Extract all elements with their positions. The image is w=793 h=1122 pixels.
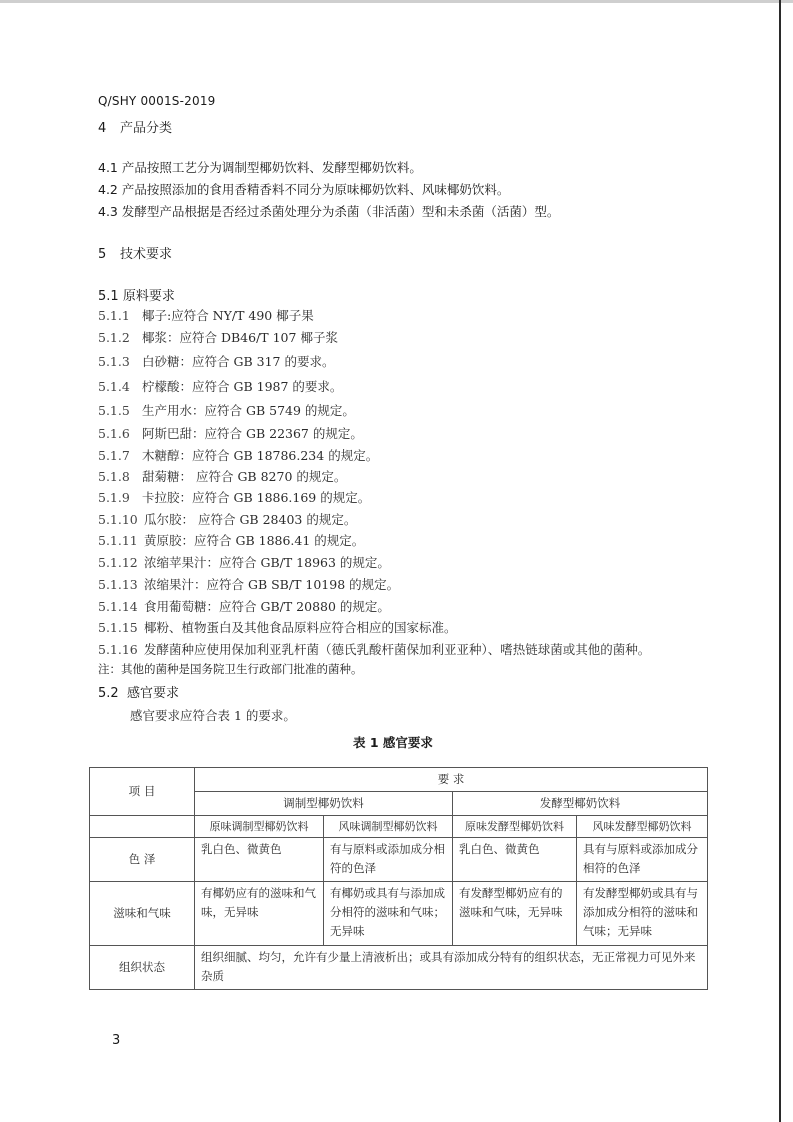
requirement-header-cell: 要 求 xyxy=(195,768,708,792)
starter-culture-note: 注：其他的菌种是国务院卫生行政部门批准的菌种。 xyxy=(98,662,363,676)
material-item: 5.1.16 发酵菌种应使用保加利亚乳杆菌（德氏乳酸杆菌保加利亚亚种）、嗜热链球菌或其他的菌种。 xyxy=(98,642,651,657)
section-4-heading: 4 产品分类 xyxy=(98,121,173,136)
prepared-group-header: 调制型椰奶饮料 xyxy=(195,792,453,816)
subheader-cell: 原味调制型椰奶饮料 xyxy=(195,816,324,838)
merged-table-cell: 组织细腻、均匀，允许有少量上清液析出；或具有添加成分特有的组织状态，无正常视力可见外来杂质 xyxy=(195,946,708,990)
section-5-2-heading: 5.2 感官要求 xyxy=(98,686,179,701)
table-1-caption: 表 1 感官要求 xyxy=(353,735,433,750)
material-item: 5.1.6 阿斯巴甜：应符合 GB 22367 的规定。 xyxy=(98,426,363,441)
scan-top-edge xyxy=(0,0,793,3)
table-cell: 有发酵型椰奶应有的滋味和气味，无异味 xyxy=(453,882,577,946)
material-item: 5.1.12 浓缩苹果汁：应符合 GB/T 18963 的规定。 xyxy=(98,555,390,570)
material-item: 5.1.11 黄原胶：应符合 GB 1886.41 的规定。 xyxy=(98,533,365,548)
table-cell: 乳白色、微黄色 xyxy=(453,838,577,882)
table-cell: 有椰奶应有的滋味和气味，无异味 xyxy=(195,882,324,946)
material-item: 5.1.5 生产用水：应符合 GB 5749 的规定。 xyxy=(98,403,355,418)
section-4-3: 4.3 发酵型产品根据是否经过杀菌处理分为杀菌（非活菌）型和未杀菌（活菌）型。 xyxy=(98,204,560,219)
section-4-2: 4.2 产品按照添加的食用香精香料不同分为原味椰奶饮料、风味椰奶饮料。 xyxy=(98,182,510,197)
material-item: 5.1.15 椰粉、植物蛋白及其他食品原料应符合相应的国家标准。 xyxy=(98,620,457,635)
fermented-group-header: 发酵型椰奶饮料 xyxy=(453,792,708,816)
material-item: 5.1.1 椰子:应符合 NY/T 490 椰子果 xyxy=(98,308,314,323)
material-item: 5.1.2 椰浆：应符合 DB46/T 107 椰子浆 xyxy=(98,330,338,345)
material-item: 5.1.14 食用葡萄糖：应符合 GB/T 20880 的规定。 xyxy=(98,599,390,614)
table-cell: 乳白色、微黄色 xyxy=(195,838,324,882)
material-item: 5.1.10 瓜尔胶： 应符合 GB 28403 的规定。 xyxy=(98,512,357,527)
material-item: 5.1.3 白砂糖：应符合 GB 317 的要求。 xyxy=(98,354,335,369)
material-item: 5.1.9 卡拉胶：应符合 GB 1886.169 的规定。 xyxy=(98,490,371,505)
table-cell: 有椰奶或具有与添加成分相符的滋味和气味；无异味 xyxy=(324,882,453,946)
material-item: 5.1.8 甜菊糖： 应符合 GB 8270 的规定。 xyxy=(98,469,347,484)
row-label-cell: 色 泽 xyxy=(90,838,195,882)
sensory-requirements-table xyxy=(89,767,708,990)
table-cell: 有发酵型椰奶或具有与添加成分相符的滋味和气味；无异味 xyxy=(577,882,708,946)
subheader-cell: 原味发酵型椰奶饮料 xyxy=(453,816,577,838)
item-header-cell: 项 目 xyxy=(90,768,195,816)
page-number: 3 xyxy=(112,1033,121,1048)
material-item: 5.1.4 柠檬酸：应符合 GB 1987 的要求。 xyxy=(98,379,343,394)
row-label-cell: 组织状态 xyxy=(90,946,195,990)
material-item: 5.1.13 浓缩果汁：应符合 GB SB/T 10198 的规定。 xyxy=(98,577,400,592)
section-4-1: 4.1 产品按照工艺分为调制型椰奶饮料、发酵型椰奶饮料。 xyxy=(98,160,422,175)
row-label-cell: 滋味和气味 xyxy=(90,882,195,946)
subheader-cell: 风味调制型椰奶饮料 xyxy=(324,816,453,838)
document-code: Q/SHY 0001S-2019 xyxy=(98,94,216,108)
subheader-cell: 风味发酵型椰奶饮料 xyxy=(577,816,708,838)
empty-cell xyxy=(90,816,195,838)
table-header-row xyxy=(90,768,708,792)
table-row xyxy=(90,946,708,990)
section-5-1-heading: 5.1 原料要求 xyxy=(98,289,175,304)
table-cell: 有与原料或添加成分相符的色泽 xyxy=(324,838,453,882)
section-5-2-body: 感官要求应符合表 1 的要求。 xyxy=(130,708,296,723)
material-item: 5.1.7 木糖醇：应符合 GB 18786.234 的规定。 xyxy=(98,448,379,463)
table-subheader-row xyxy=(90,816,708,838)
scan-right-edge xyxy=(779,0,781,1122)
table-row xyxy=(90,882,708,946)
section-5-heading: 5 技术要求 xyxy=(98,247,173,262)
table-row xyxy=(90,838,708,882)
table-cell: 具有与原料或添加成分相符的色泽 xyxy=(577,838,708,882)
